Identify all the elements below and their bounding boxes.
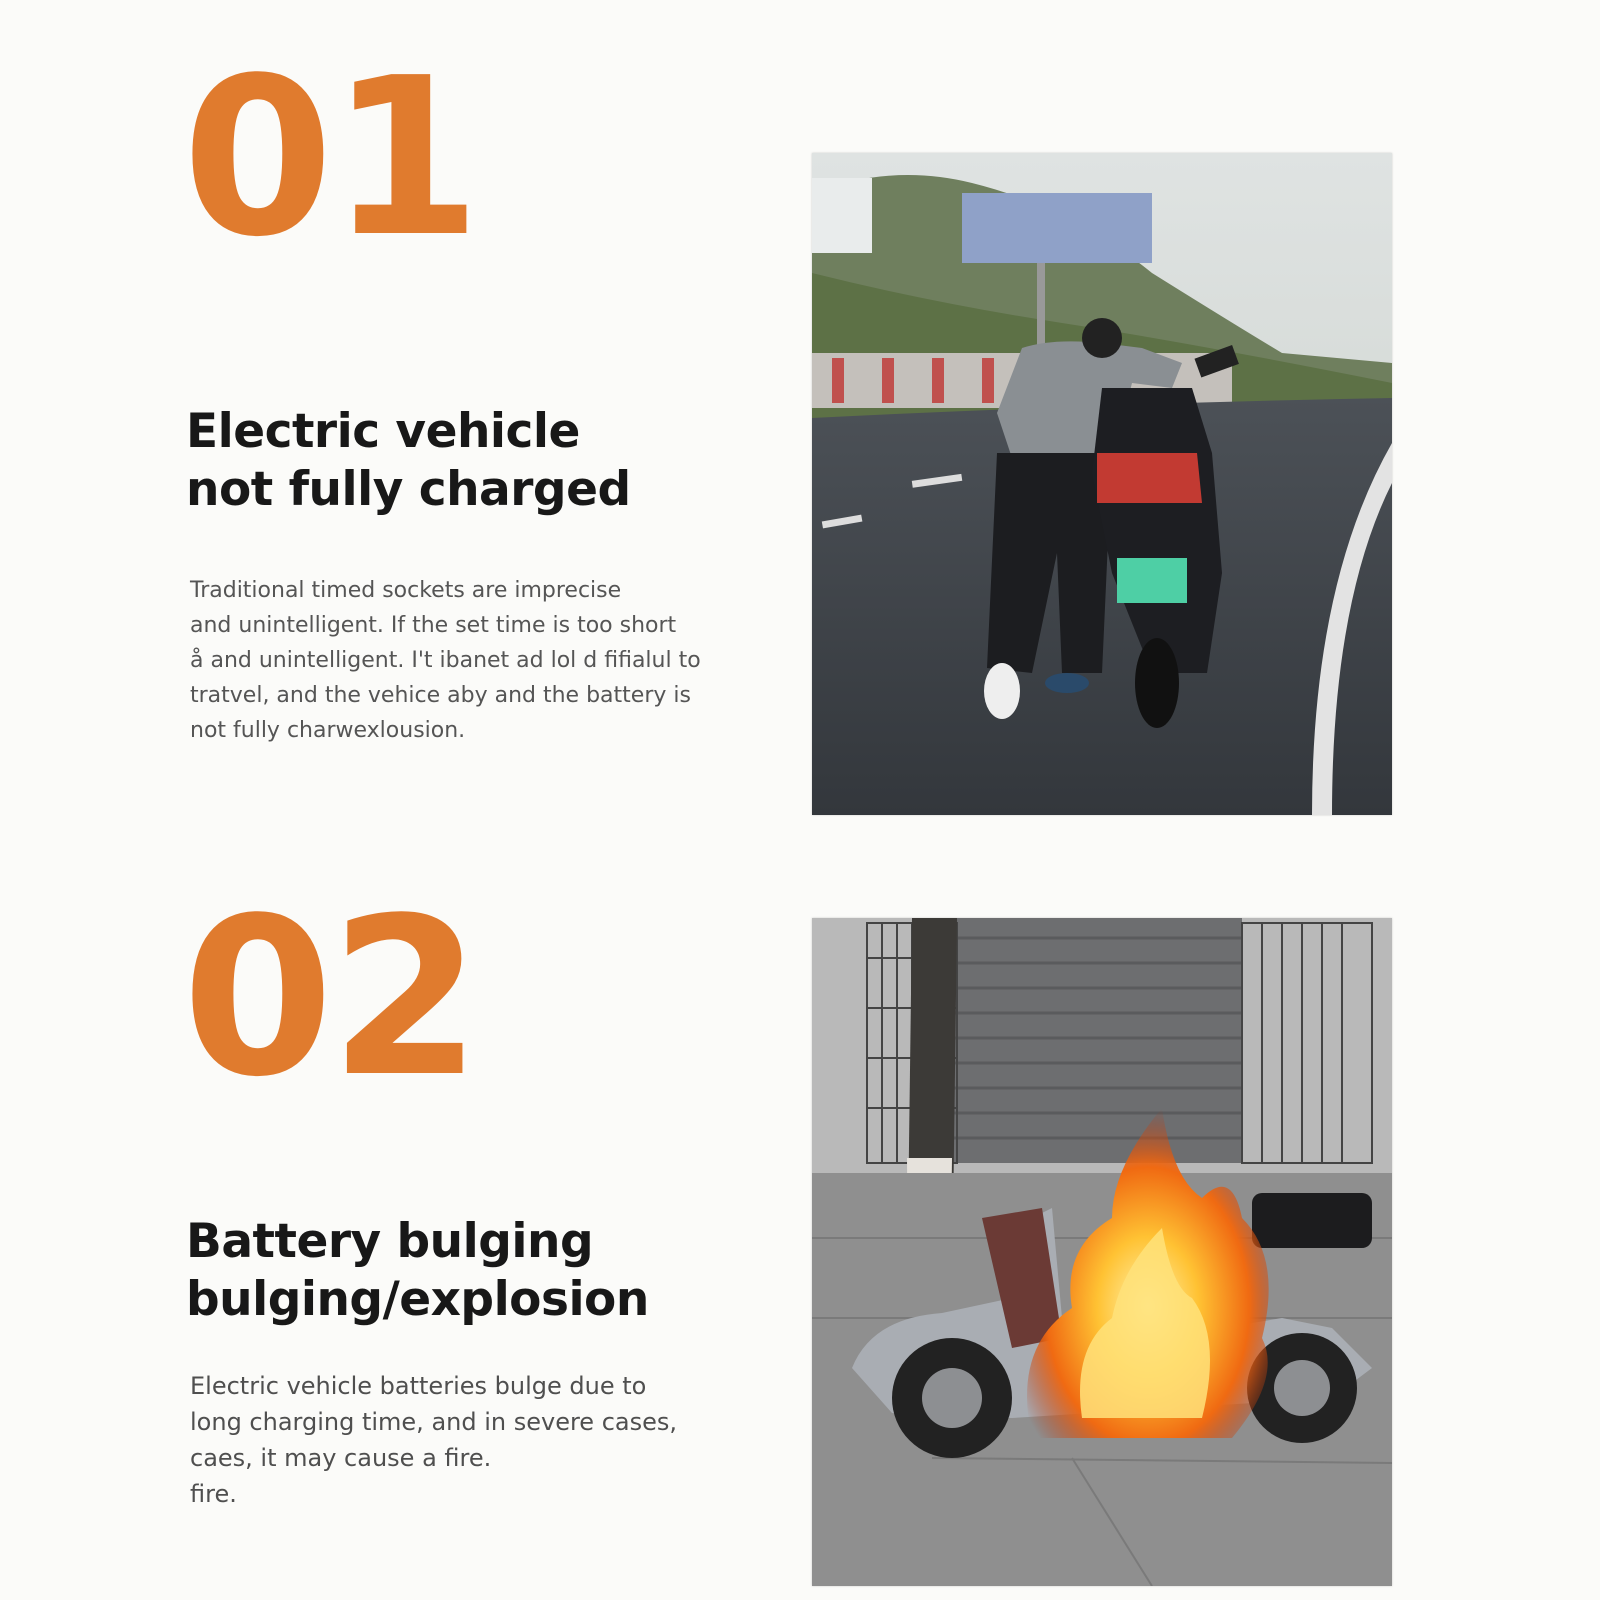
description-line: long charging time, and in severe cases,: [190, 1408, 678, 1436]
title-line: Battery bulging: [186, 1214, 594, 1269]
photo-burning-scooter: [812, 918, 1392, 1586]
section-number: 01: [182, 32, 478, 285]
description-line: not fully charwexlousion.: [190, 718, 466, 743]
description-line: Electric vehicle batteries bulge due to: [190, 1372, 647, 1400]
description-line: and unintelligent. If the set time is too short: [190, 613, 677, 638]
photo-pushing-scooter: [812, 153, 1392, 815]
description-line: å and unintelligent. I't ibanet ad lol d fifialul to: [190, 648, 701, 673]
title-line: Electric vehicle: [186, 404, 580, 459]
section-title: [186, 403, 631, 519]
description-line: Traditional timed sockets are imprecise: [190, 578, 622, 603]
description-line: fire.: [190, 1480, 237, 1508]
title-line: not fully charged: [186, 462, 631, 517]
description-line: tratvel, and the vehice aby and the battery is: [190, 683, 691, 708]
section-description: [190, 1368, 677, 1512]
section-description: [190, 573, 701, 748]
section-title: [186, 1213, 649, 1329]
section-number: 02: [182, 872, 478, 1125]
title-line: bulging/explosion: [186, 1272, 649, 1327]
description-line: caes, it may cause a fire.: [190, 1444, 492, 1472]
